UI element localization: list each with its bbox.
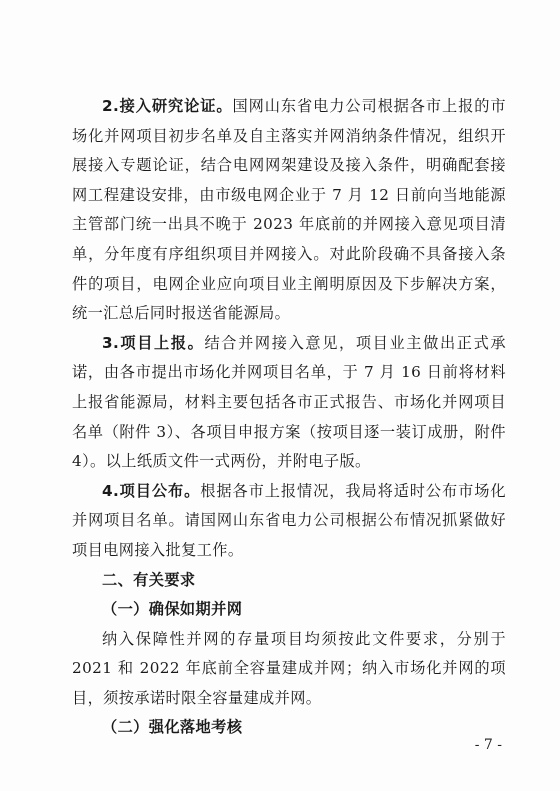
paragraph-lead: 3.项目上报。 (102, 333, 205, 352)
paragraph-text: 国网山东省电力公司根据各市上报的市场化并网项目初步名单及自主落实并网消纳条件情况，组织开展接入专题论证，结合电网网架建设及接入条件，明确配套接网工程建设安排，由市级电网企业于 7 月 12 日前向当地能源主管部门统一出具不晚于 2023 年底前的并网接入意见项目清单，分年度有序组织项目并网接入。对此阶段确不具备接入条件的项目，电网企业应向项目业主阐明原因及下步解决方案，统一汇总后同时报送省能源局。 (72, 97, 506, 323)
paragraph-text: 结合并网接入意见，项目业主做出正式承诺，由各市提出市场化并网项目名单，于 7 月 16 日前将材料上报省能源局，材料主要包括各市正式报告、市场化并网项目名单（附件 3）、各项目申报方案（按项目逐一装订成册，附件 4）。以上纸质文件一式两份，并附电子版。 (72, 333, 506, 471)
paragraph-text: 根据各市上报情况，我局将适时公布市场化并网项目名单。请国网山东省电力公司根据公布情况抓紧做好项目电网接入批复工作。 (72, 481, 506, 559)
paragraph-access-study (72, 92, 506, 329)
section-heading: 二、有关要求 (102, 570, 196, 589)
paragraph-lead: 4.项目公布。 (102, 481, 201, 500)
page-number: - 7 - (474, 737, 502, 753)
paragraph-project-report (72, 329, 506, 477)
paragraph-project-publish (72, 477, 506, 566)
subsection-heading: （二）强化落地考核 (102, 718, 243, 737)
document-body (72, 92, 506, 743)
subsection-text: 纳入保障性并网的存量项目均须按此文件要求，分别于 2021 和 2022 年底前全容量建成并网；纳入市场化并网的项目，须按承诺时限全容量建成并网。 (72, 629, 506, 707)
paragraph-lead: 2.接入研究论证。 (102, 97, 233, 115)
subsection-heading: （一）确保如期并网 (102, 600, 243, 619)
